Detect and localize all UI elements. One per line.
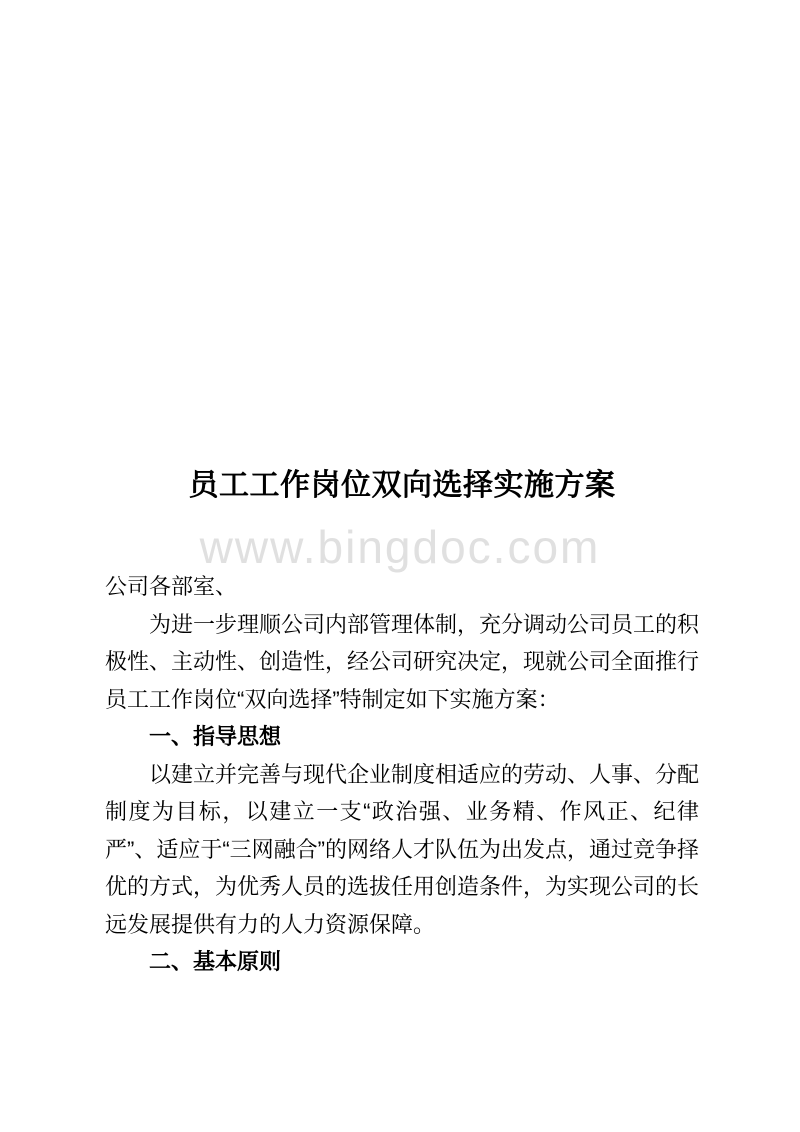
document-body	[105, 568, 699, 981]
watermark-text: www.bingdoc.com	[199, 521, 601, 573]
heading-guiding-ideology: 一、指导思想	[149, 724, 282, 749]
paragraph-intro: 为进一步理顺公司内部管理体制，充分调动公司员工的积极性、主动性、创造性，经公司研究决定，现就公司全面推行员工工作岗位“双向选择”特制定如下实施方案：	[105, 611, 700, 712]
heading-basic-principles: 二、基本原则	[149, 949, 282, 974]
paragraph-guiding-ideology: 以建立并完善与现代企业制度相适应的劳动、人事、分配制度为目标，以建立一支“政治强、业务精、作风正、纪律严”、适应于“三网融合”的网络人才队伍为出发点，通过竞争择优的方式，为优秀人员的选拔任用创造条件，为实现公司的长远发展提供有力的人力资源保障。	[105, 761, 700, 937]
document-title: 员工工作岗位双向选择实施方案	[188, 469, 616, 502]
paragraph-salutation: 公司各部室、	[105, 574, 238, 599]
